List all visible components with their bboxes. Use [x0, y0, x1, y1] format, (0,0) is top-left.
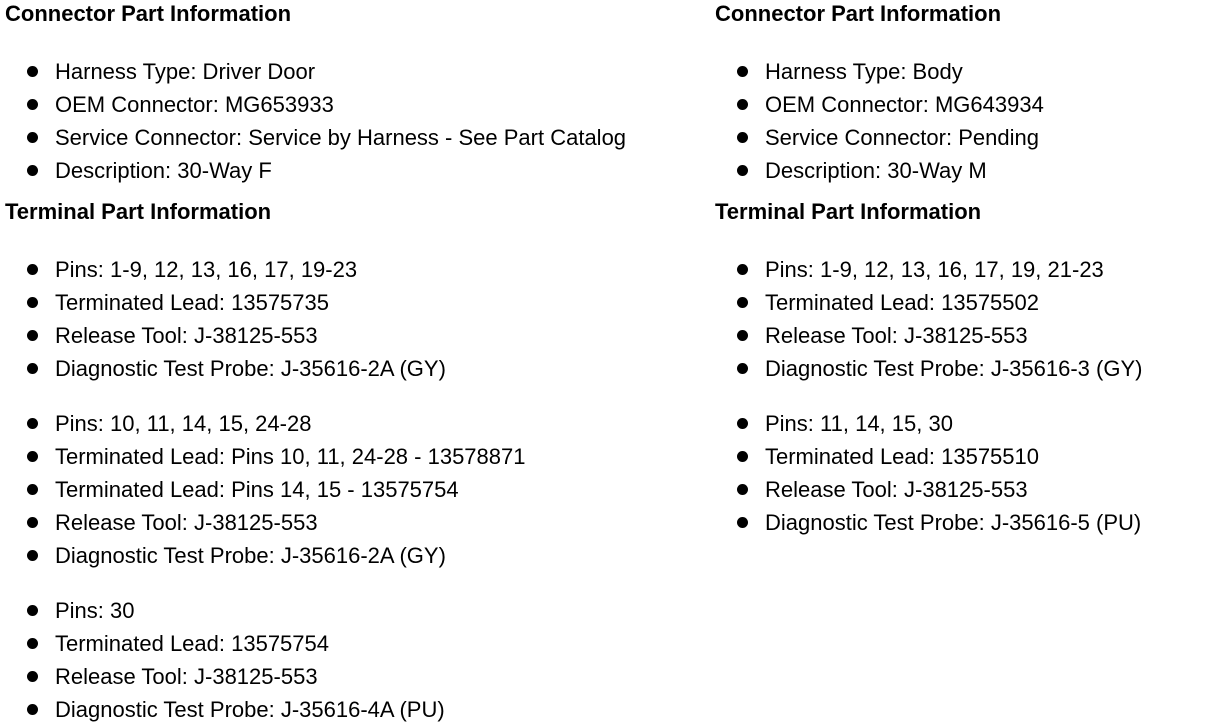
bullet-icon	[27, 297, 38, 308]
bullet-icon	[27, 165, 38, 176]
connector-item-description	[715, 154, 1216, 187]
connector-item-service-connector	[715, 121, 1216, 154]
bullet-icon	[27, 66, 38, 77]
terminal-item-test-probe	[5, 539, 605, 572]
terminal-item-pins	[5, 407, 605, 440]
item-text: Terminated Lead: Pins 10, 11, 24-28 - 13578871	[55, 444, 526, 469]
terminal-group-2	[715, 407, 1216, 539]
item-text: Pins: 10, 11, 14, 15, 24-28	[55, 411, 312, 436]
terminal-item-release-tool	[5, 660, 605, 693]
item-text: Description: 30-Way F	[55, 158, 272, 183]
left-connector-column	[5, 0, 627, 726]
connector-part-list	[5, 55, 627, 187]
right-connector-column	[715, 0, 1216, 539]
terminal-part-heading: Terminal Part Information	[5, 199, 272, 224]
bullet-icon	[737, 132, 748, 143]
terminal-item-pins	[5, 594, 605, 627]
item-text: Diagnostic Test Probe: J-35616-5 (PU)	[765, 510, 1142, 535]
terminal-item-pins	[715, 253, 1216, 286]
item-text: Terminated Lead: 13575510	[765, 444, 1039, 469]
connector-part-heading: Connector Part Information	[5, 1, 292, 26]
bullet-icon	[737, 66, 748, 77]
terminal-group-2	[5, 407, 605, 572]
terminal-item-test-probe	[5, 352, 605, 385]
item-text: Description: 30-Way M	[765, 158, 987, 183]
item-text: Diagnostic Test Probe: J-35616-3 (GY)	[765, 356, 1143, 381]
terminal-item-pins	[5, 253, 605, 286]
connector-item-harness-type	[715, 55, 1216, 88]
item-text: Diagnostic Test Probe: J-35616-2A (GY)	[55, 543, 446, 568]
bullet-icon	[27, 605, 38, 616]
item-text: Diagnostic Test Probe: J-35616-4A (PU)	[55, 697, 445, 722]
item-text: Pins: 11, 14, 15, 30	[765, 411, 953, 436]
item-text: Release Tool: J-38125-553	[765, 477, 1028, 502]
item-text: Pins: 30	[55, 598, 135, 623]
connector-item-service-connector	[5, 121, 627, 154]
bullet-icon	[27, 451, 38, 462]
bullet-icon	[737, 297, 748, 308]
item-text: Service Connector: Pending	[765, 125, 1039, 150]
connector-item-harness-type	[5, 55, 605, 88]
bullet-icon	[27, 363, 38, 374]
bullet-icon	[737, 330, 748, 341]
item-text: Release Tool: J-38125-553	[55, 510, 318, 535]
bullet-icon	[27, 330, 38, 341]
bullet-icon	[27, 671, 38, 682]
item-text: Release Tool: J-38125-553	[765, 323, 1028, 348]
item-text: Terminated Lead: Pins 14, 15 - 13575754	[55, 477, 459, 502]
item-text: Harness Type: Driver Door	[55, 59, 316, 84]
bullet-icon	[737, 363, 748, 374]
bullet-icon	[737, 418, 748, 429]
item-text: Terminated Lead: 13575502	[765, 290, 1039, 315]
terminal-part-heading: Terminal Part Information	[715, 199, 982, 224]
terminal-item-terminated-lead	[5, 286, 605, 319]
item-text: Terminated Lead: 13575754	[55, 631, 329, 656]
terminal-group-3	[5, 594, 605, 726]
terminal-item-terminated-lead	[715, 286, 1216, 319]
bullet-icon	[737, 517, 748, 528]
terminal-item-release-tool	[715, 473, 1216, 506]
bullet-icon	[27, 550, 38, 561]
item-text: Release Tool: J-38125-553	[55, 323, 318, 348]
bullet-icon	[737, 451, 748, 462]
item-text: Pins: 1-9, 12, 13, 16, 17, 19, 21-23	[765, 257, 1104, 282]
item-text: OEM Connector: MG643934	[765, 92, 1044, 117]
bullet-icon	[27, 484, 38, 495]
terminal-group-1	[5, 253, 605, 385]
bullet-icon	[27, 638, 38, 649]
terminal-item-terminated-lead	[5, 440, 605, 473]
item-text: OEM Connector: MG653933	[55, 92, 334, 117]
bullet-icon	[27, 704, 38, 715]
connector-item-description	[5, 154, 605, 187]
item-text: Release Tool: J-38125-553	[55, 664, 318, 689]
item-text: Terminated Lead: 13575735	[55, 290, 329, 315]
bullet-icon	[27, 517, 38, 528]
terminal-item-test-probe	[5, 693, 605, 726]
terminal-item-pins	[715, 407, 1216, 440]
terminal-item-test-probe	[715, 352, 1216, 385]
terminal-item-terminated-lead	[5, 627, 605, 660]
bullet-icon	[27, 132, 38, 143]
terminal-item-terminated-lead	[5, 473, 605, 506]
bullet-icon	[27, 264, 38, 275]
terminal-item-test-probe	[715, 506, 1216, 539]
bullet-icon	[27, 418, 38, 429]
terminal-item-release-tool	[715, 319, 1216, 352]
bullet-icon	[737, 165, 748, 176]
item-text: Service Connector: Service by Harness - See Part Catalog	[55, 125, 627, 150]
connector-item-oem-connector	[5, 88, 605, 121]
bullet-icon	[27, 99, 38, 110]
terminal-item-release-tool	[5, 506, 605, 539]
connector-part-heading: Connector Part Information	[715, 1, 1002, 26]
bullet-icon	[737, 99, 748, 110]
bullet-icon	[737, 264, 748, 275]
terminal-item-release-tool	[5, 319, 605, 352]
item-text: Diagnostic Test Probe: J-35616-2A (GY)	[55, 356, 446, 381]
terminal-item-terminated-lead	[715, 440, 1216, 473]
terminal-group-1	[715, 253, 1216, 385]
bullet-icon	[737, 484, 748, 495]
item-text: Harness Type: Body	[765, 59, 963, 84]
connector-item-oem-connector	[715, 88, 1216, 121]
connector-part-list	[715, 55, 1216, 187]
item-text: Pins: 1-9, 12, 13, 16, 17, 19-23	[55, 257, 358, 282]
